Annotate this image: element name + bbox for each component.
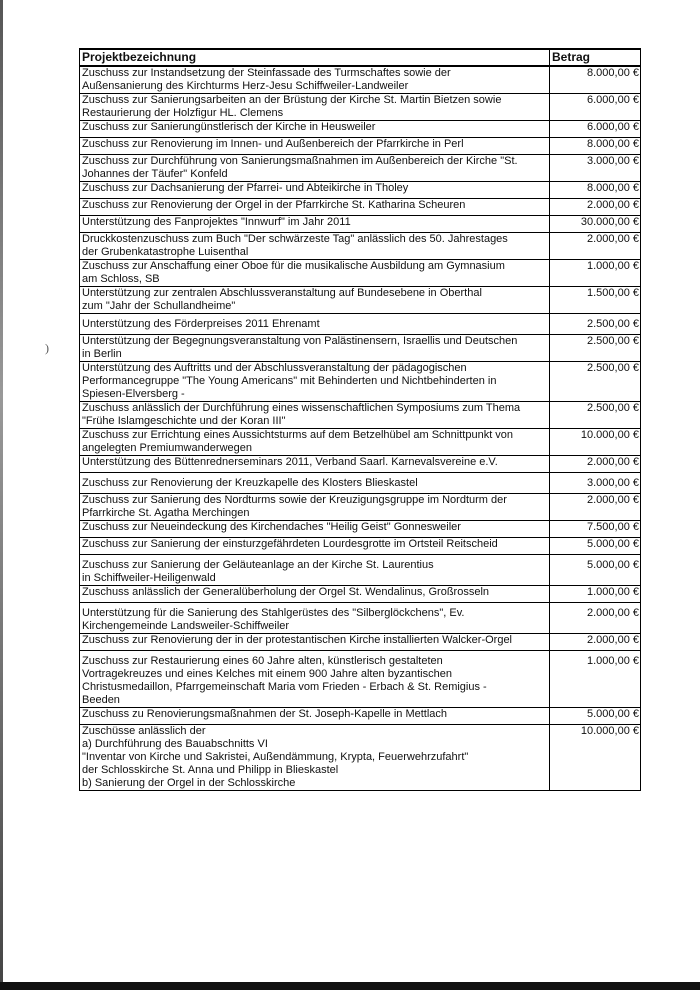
table-row — [80, 260, 641, 287]
project-amount: 5.000,00 € — [550, 708, 641, 725]
project-amount: 30.000,00 € — [550, 216, 641, 233]
table-row — [80, 708, 641, 725]
project-amount: 2.000,00 € — [550, 199, 641, 216]
project-description: Zuschuss zur Sanierungsarbeiten an der Brüstung der Kirche St. Martin Bietzen sowie Restaurierung der Holzfigur HL. Clemens — [80, 94, 550, 121]
table-row — [80, 94, 641, 121]
project-amount: 2.000,00 € — [550, 494, 641, 521]
project-amount: 1.500,00 € — [550, 287, 641, 314]
project-description: Zuschuss zur Anschaffung einer Oboe für die musikalische Ausbildung am Gymnasium am Schloss, SB — [80, 260, 550, 287]
project-description: Unterstützung des Fanprojektes "Innwurf" im Jahr 2011 — [80, 216, 550, 233]
project-description: Zuschuss zur Instandsetzung der Steinfassade des Turmschaftes sowie der Außensanierung des Kirchturms Herz-Jesu Schiffweiler-Landweiler — [80, 66, 550, 94]
project-amount: 2.000,00 € — [550, 456, 641, 473]
table-row — [80, 538, 641, 555]
project-amount: 2.000,00 € — [550, 233, 641, 260]
project-amount: 6.000,00 € — [550, 94, 641, 121]
table-row — [80, 603, 641, 634]
scan-bottom-edge — [0, 982, 700, 990]
project-amount: 3.000,00 € — [550, 155, 641, 182]
project-description: Unterstützung zur zentralen Abschlussveranstaltung auf Bundesebene in Oberthal zum "Jahr der Schullandheime" — [80, 287, 550, 314]
project-amount: 5.000,00 € — [550, 555, 641, 586]
table-row — [80, 362, 641, 402]
table-row — [80, 199, 641, 216]
project-description: Zuschuss anlässlich der Generalüberholung der Orgel St. Wendalinus, Großrosseln — [80, 586, 550, 603]
table-row — [80, 335, 641, 362]
project-description: Unterstützung der Begegnungsveranstaltung von Palästinensern, Israellis und Deutschen in Berlin — [80, 335, 550, 362]
project-description: Unterstützung des Auftritts und der Abschlussveranstaltung der pädagogischen Performancegruppe "The Young Americans" mit Behinderten und Nichtbehinderten in Spiesen-Elversberg - — [80, 362, 550, 402]
project-amount: 1.000,00 € — [550, 586, 641, 603]
project-description: Zuschuss zur Renovierung im Innen- und Außenbereich der Pfarrkirche in Perl — [80, 138, 550, 155]
project-description: Druckkostenzuschuss zum Buch "Der schwärzeste Tag" anlässlich des 50. Jahrestages der Grubenkatastrophe Luisenthal — [80, 233, 550, 260]
project-amount: 2.500,00 € — [550, 335, 641, 362]
grants-table — [79, 48, 641, 791]
project-amount: 10.000,00 € — [550, 429, 641, 456]
table-row — [80, 233, 641, 260]
project-description: Zuschuss zur Sanierungünstlerisch der Kirche in Heusweiler — [80, 121, 550, 138]
table-row — [80, 402, 641, 429]
table-row — [80, 314, 641, 335]
project-description: Zuschuss zur Errichtung eines Aussichtsturms auf dem Betzelhübel am Schnittpunkt von angelegten Premiumwanderwegen — [80, 429, 550, 456]
table-row — [80, 586, 641, 603]
table-row — [80, 494, 641, 521]
project-description: Zuschuss zu Renovierungsmaßnahmen der St. Joseph-Kapelle in Mettlach — [80, 708, 550, 725]
project-description: Zuschüsse anlässlich der a) Durchführung des Bauabschnitts VI "Inventar von Kirche und Sakristei, Außendämmung, Krypta, Feuerwehrzufahrt" der Schlosskirche St. Anna und Philipp in Blieskastel b) Sanierung der Orgel in der Schlosskirche — [80, 725, 550, 791]
project-description: Zuschuss zur Sanierung des Nordturms sowie der Kreuzigungsgruppe im Nordturm der Pfarrkirche St. Agatha Merchingen — [80, 494, 550, 521]
table-row — [80, 138, 641, 155]
table-row — [80, 216, 641, 233]
project-amount: 2.000,00 € — [550, 603, 641, 634]
project-description: Zuschuss zur Renovierung der in der protestantischen Kirche installierten Walcker-Orgel — [80, 634, 550, 651]
table-row — [80, 521, 641, 538]
table-row — [80, 155, 641, 182]
table-row — [80, 725, 641, 791]
project-amount: 2.500,00 € — [550, 362, 641, 402]
header-project-name: Projektbezeichnung — [80, 49, 550, 66]
project-amount: 8.000,00 € — [550, 182, 641, 199]
table-row — [80, 473, 641, 494]
project-amount: 8.000,00 € — [550, 138, 641, 155]
table-row — [80, 634, 641, 651]
project-amount: 7.500,00 € — [550, 521, 641, 538]
project-description: Zuschuss zur Dachsanierung der Pfarrei- und Abteikirche in Tholey — [80, 182, 550, 199]
project-description: Unterstützung für die Sanierung des Stahlgerüstes des "Silberglöckchens", Ev. Kirchengemeinde Landsweiler-Schiffweiler — [80, 603, 550, 634]
project-amount: 2.500,00 € — [550, 402, 641, 429]
project-amount: 2.000,00 € — [550, 634, 641, 651]
project-amount: 10.000,00 € — [550, 725, 641, 791]
table-row — [80, 66, 641, 94]
project-description: Zuschuss zur Sanierung der einsturzgefährdeten Lourdesgrotte im Ortsteil Reitscheid — [80, 538, 550, 555]
project-amount: 1.000,00 € — [550, 260, 641, 287]
project-description: Zuschuss anlässlich der Durchführung eines wissenschaftlichen Symposiums zum Thema "Frühe Islamgeschichte und der Koran III" — [80, 402, 550, 429]
project-amount: 8.000,00 € — [550, 66, 641, 94]
table-row — [80, 456, 641, 473]
project-amount: 6.000,00 € — [550, 121, 641, 138]
table-row — [80, 429, 641, 456]
table-row — [80, 651, 641, 708]
project-amount: 2.500,00 € — [550, 314, 641, 335]
table-row — [80, 287, 641, 314]
project-description: Zuschuss zur Durchführung von Sanierungsmaßnahmen im Außenbereich der Kirche "St. Johannes der Täufer" Konfeld — [80, 155, 550, 182]
table-row — [80, 121, 641, 138]
project-amount: 3.000,00 € — [550, 473, 641, 494]
project-description: Zuschuss zur Restaurierung eines 60 Jahre alten, künstlerisch gestalteten Vortragekreuzes und eines Kelches mit einem 900 Jahre alten byzantischen Christusmedaillon, Pfarrgemeinschaft Maria vom Frieden - Erbach & St. Remigius - Beeden — [80, 651, 550, 708]
grants-table-body — [80, 66, 641, 791]
project-description: Zuschuss zur Renovierung der Kreuzkapelle des Klosters Blieskastel — [80, 473, 550, 494]
project-description: Unterstützung des Förderpreises 2011 Ehrenamt — [80, 314, 550, 335]
table-header-row — [80, 49, 641, 66]
project-amount: 1.000,00 € — [550, 651, 641, 708]
table-row — [80, 555, 641, 586]
project-description: Zuschuss zur Renovierung der Orgel in der Pfarrkirche St. Katharina Scheuren — [80, 199, 550, 216]
table-row — [80, 182, 641, 199]
page-edge-shadow — [0, 0, 3, 990]
header-amount: Betrag — [550, 49, 641, 66]
project-description: Zuschuss zur Neueindeckung des Kirchendaches "Heilig Geist" Gonnesweiler — [80, 521, 550, 538]
project-amount: 5.000,00 € — [550, 538, 641, 555]
project-description: Zuschuss zur Sanierung der Geläuteanlage an der Kirche St. Laurentius in Schiffweiler-Heiligenwald — [80, 555, 550, 586]
project-description: Unterstützung des Büttenrednerseminars 2011, Verband Saarl. Karnevalsvereine e.V. — [80, 456, 550, 473]
scan-mark: ) — [45, 341, 49, 355]
